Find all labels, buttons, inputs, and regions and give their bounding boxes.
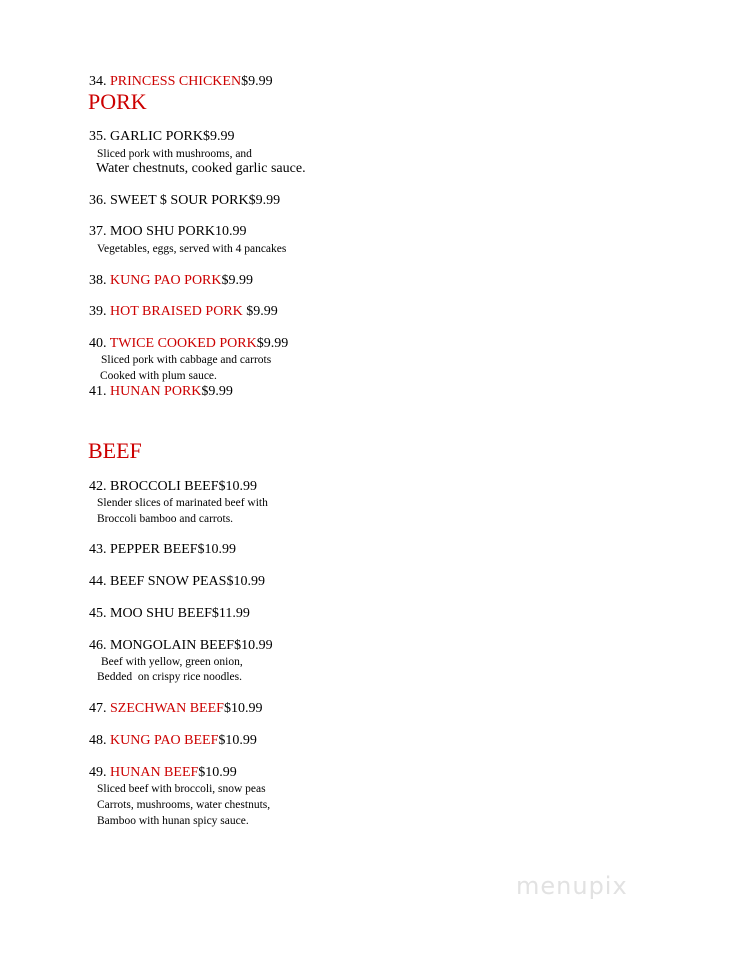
item-name: HUNAN PORK	[110, 384, 202, 399]
item-description: Sliced pork with cabbage and carrots	[101, 354, 272, 366]
item-price: $10.99	[218, 479, 258, 494]
menu-item-40	[89, 336, 288, 352]
item-description: Bedded on crispy rice noodles.	[97, 671, 242, 683]
item-description: Cooked with plum sauce.	[100, 370, 217, 382]
item-number: 45.	[89, 606, 110, 621]
item-description: Bamboo with hunan spicy sauce.	[97, 815, 249, 827]
item-number: 42.	[89, 479, 110, 494]
item-number: 36.	[89, 193, 110, 208]
item-name: BEEF SNOW PEAS	[110, 574, 227, 589]
item-price: $9.99	[256, 336, 289, 351]
menupix-watermark: menupix	[516, 872, 628, 900]
menu-item-36	[89, 193, 280, 209]
item-number: 34.	[89, 74, 110, 89]
item-price: $11.99	[211, 606, 250, 621]
menu-item-35	[89, 129, 234, 145]
item-description: Sliced pork with mushrooms, and	[97, 148, 252, 160]
item-price: $10.99	[218, 733, 257, 748]
item-name: KUNG PAO PORK	[110, 273, 222, 288]
item-number: 40.	[89, 336, 110, 351]
item-price: $10.99	[234, 638, 273, 653]
menu-item-38	[89, 273, 253, 289]
menu-item-39	[89, 304, 278, 320]
item-number: 35.	[89, 129, 110, 144]
menu-item-49	[89, 765, 237, 781]
item-name: MONGOLAIN BEEF	[110, 638, 235, 653]
item-number: 47.	[89, 701, 110, 716]
item-name: SWEET $ SOUR PORK	[110, 193, 249, 208]
item-number: 37.	[89, 224, 110, 239]
item-description: Sliced beef with broccoli, snow peas	[97, 783, 266, 795]
item-price: $10.99	[197, 542, 237, 557]
item-price: $10.99	[223, 701, 263, 716]
item-description: Broccoli bamboo and carrots.	[97, 513, 234, 525]
menu-item-44	[89, 574, 265, 590]
menu-item-46	[89, 638, 273, 654]
item-price: $9.99	[202, 129, 235, 144]
item-number: 48.	[89, 733, 110, 748]
menu-item-45	[89, 606, 250, 622]
item-number: 39.	[89, 304, 110, 319]
item-description: Vegetables, eggs, served with 4 pancakes	[97, 243, 287, 255]
item-price: $9.99	[248, 193, 281, 208]
item-price: 10.99	[215, 224, 247, 239]
item-description: Beef with yellow, green onion,	[101, 656, 243, 668]
menu-item-48	[89, 733, 257, 749]
item-description: Carrots, mushrooms, water chestnuts,	[97, 799, 271, 811]
item-name: SZECHWAN BEEF	[110, 701, 224, 716]
item-number: 46.	[89, 638, 110, 653]
item-number: 38.	[89, 273, 110, 288]
item-number: 43.	[89, 542, 110, 557]
menu-item-47	[89, 701, 262, 717]
menu-item-34	[89, 74, 273, 90]
item-name: PRINCESS CHICKEN	[110, 74, 242, 89]
item-name: TWICE COOKED PORK	[109, 336, 257, 351]
item-name: BROCCOLI BEEF	[110, 479, 219, 494]
item-name: PEPPER BEEF	[110, 542, 198, 557]
section-heading-beef: BEEF	[88, 438, 142, 463]
item-description: Water chestnuts, cooked garlic sauce.	[96, 161, 306, 176]
item-name: GARLIC PORK	[110, 129, 203, 144]
item-price: $10.99	[226, 574, 265, 589]
section-heading-pork: PORK	[88, 89, 147, 114]
item-description: Slender slices of marinated beef with	[97, 497, 268, 509]
item-name: MOO SHU BEEF	[110, 606, 212, 621]
item-number: 41.	[89, 384, 110, 399]
item-price: $9.99	[221, 273, 254, 288]
item-name: MOO SHU PORK	[110, 224, 216, 239]
item-name: HUNAN BEEF	[110, 765, 199, 780]
item-name: KUNG PAO BEEF	[110, 733, 219, 748]
menu-item-42	[89, 479, 257, 495]
item-number: 49.	[89, 765, 110, 780]
item-price: $9.99	[242, 304, 278, 319]
item-price: $10.99	[198, 765, 237, 780]
menu-item-41	[89, 384, 233, 400]
menu-item-43	[89, 542, 236, 558]
item-price: $9.99	[201, 384, 233, 399]
item-name: HOT BRAISED PORK	[110, 304, 243, 319]
menu-item-37	[89, 224, 247, 240]
item-price: $9.99	[241, 74, 273, 89]
item-number: 44.	[89, 574, 110, 589]
